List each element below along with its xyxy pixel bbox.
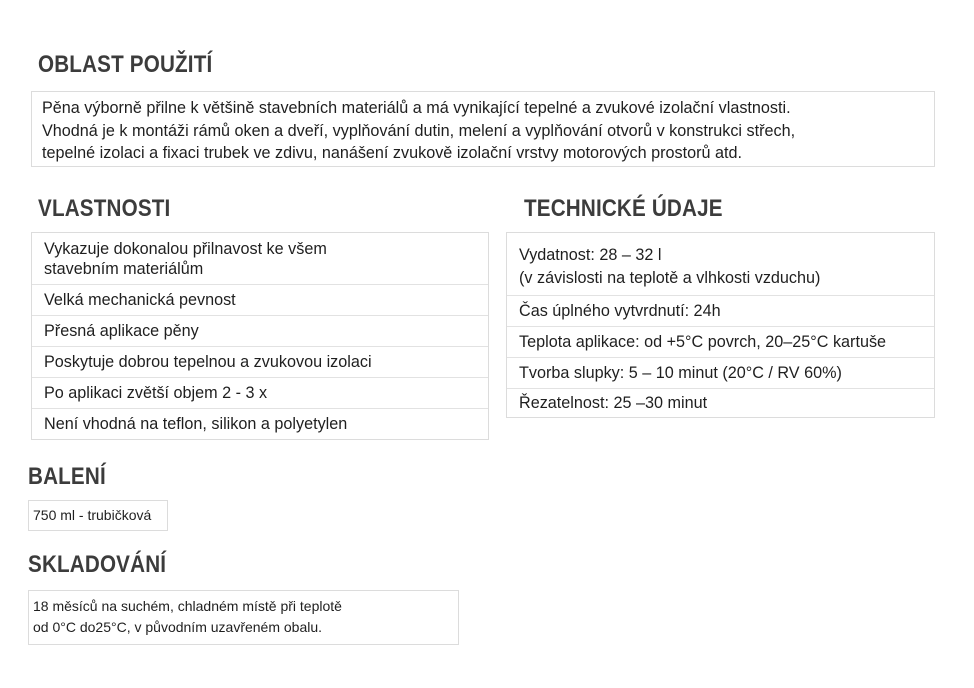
oblast-line: tepelné izolaci a fixaci trubek ve zdivu, nanášení zvukově izolační vrstvy motorových prostorů atd. bbox=[42, 144, 742, 162]
list-item: Vydatnost: 28 – 32 l (v závislosti na teplotě a vlhkosti vzduchu) bbox=[507, 233, 934, 296]
list-item: Po aplikaci zvětší objem 2 - 3 x bbox=[32, 378, 488, 409]
oblast-text-box bbox=[31, 91, 935, 167]
skladovani-line: od 0°C do25°C, v původním uzavřeném obalu. bbox=[33, 619, 323, 635]
oblast-heading: OBLAST POUŽITÍ bbox=[38, 51, 213, 78]
list-item: Tvorba slupky: 5 – 10 minut (20°C / RV 60%) bbox=[507, 358, 934, 389]
technicke-heading: TECHNICKÉ ÚDAJE bbox=[524, 195, 723, 222]
list-item: Není vhodná na teflon, silikon a polyetylen bbox=[44, 415, 348, 433]
baleni-box bbox=[28, 500, 168, 531]
oblast-line: Vhodná je k montáži rámů oken a dveří, vyplňování dutin, melení a vyplňování otvorů v konstrukci střech, bbox=[42, 121, 796, 140]
vlastnosti-heading: VLASTNOSTI bbox=[38, 195, 171, 222]
list-item: Čas úplného vytvrdnutí: 24h bbox=[507, 296, 934, 327]
baleni-text: 750 ml - trubičková bbox=[33, 507, 152, 523]
list-item: Řezatelnost: 25 –30 minut bbox=[519, 394, 708, 412]
list-item: Přesná aplikace pěny bbox=[32, 316, 488, 347]
skladovani-box bbox=[28, 590, 459, 645]
list-item: Poskytuje dobrou tepelnou a zvukovou izolaci bbox=[32, 347, 488, 378]
list-item: Teplota aplikace: od +5°C povrch, 20–25°C kartuše bbox=[507, 327, 934, 358]
vlastnosti-list bbox=[31, 232, 489, 440]
skladovani-line: 18 měsíců na suchém, chladném místě při teplotě bbox=[33, 598, 342, 614]
list-item: Velká mechanická pevnost bbox=[32, 285, 488, 316]
list-item: Vykazuje dokonalou přilnavost ke všem stavebním materiálům bbox=[32, 233, 488, 285]
skladovani-heading: SKLADOVÁNÍ bbox=[28, 551, 167, 578]
baleni-heading: BALENÍ bbox=[28, 463, 106, 490]
oblast-line: Pěna výborně přilne k většině stavebních materiálů a má vynikající tepelné a zvukové izolační vlastnosti. bbox=[42, 99, 791, 117]
technicke-list bbox=[506, 232, 935, 418]
